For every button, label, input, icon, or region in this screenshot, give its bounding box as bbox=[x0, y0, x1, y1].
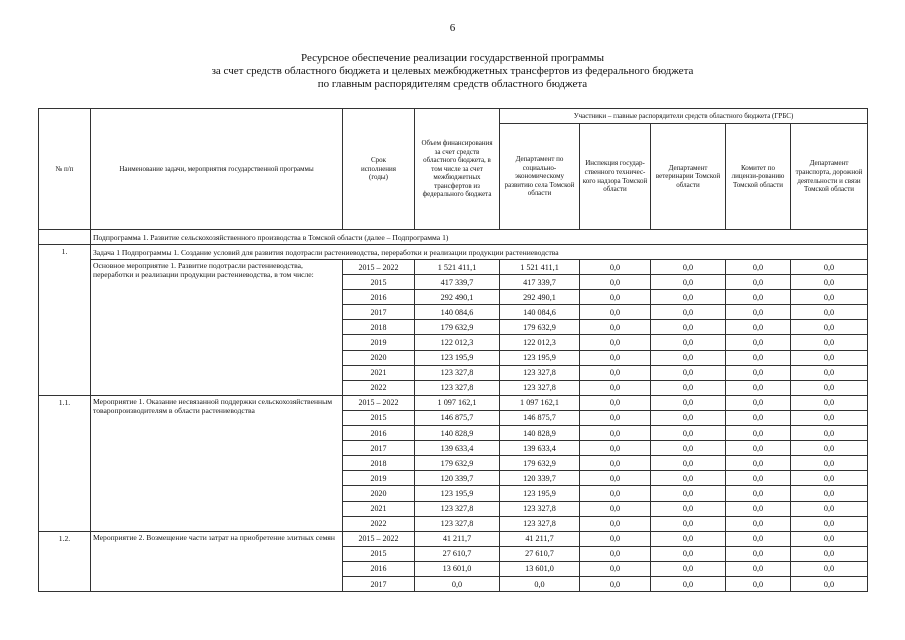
grbs-veterinary-cell: 0,0 bbox=[651, 260, 726, 275]
year-cell: 2016 bbox=[343, 290, 415, 305]
header-volume: Объем финансирования за счет средств областного бюджета, в том числе за счет межбюджетных трансфертов из федерального бюджета bbox=[415, 109, 500, 230]
grbs-agriculture-cell: 0,0 bbox=[500, 576, 580, 591]
grbs-veterinary-cell: 0,0 bbox=[651, 350, 726, 365]
subprogram-num bbox=[39, 230, 91, 245]
header-grbs-veterinary: Департамент ветеринарии Томской области bbox=[651, 124, 726, 230]
grbs-inspection-cell: 0,0 bbox=[580, 426, 651, 441]
task-row bbox=[39, 245, 868, 260]
year-cell: 2015 bbox=[343, 546, 415, 561]
grbs-inspection-cell: 0,0 bbox=[580, 380, 651, 395]
task-num: 1. bbox=[39, 245, 91, 396]
title-line-1: Ресурсное обеспечение реализации государственной программы bbox=[301, 52, 604, 64]
grbs-licensing-cell: 0,0 bbox=[726, 335, 791, 350]
grbs-inspection-cell: 0,0 bbox=[580, 395, 651, 410]
grbs-agriculture-cell: 123 327,8 bbox=[500, 516, 580, 531]
activity-name: Основное мероприятие 1. Развитие подотрасли растениеводства, переработки и реализации продукции растениеводства, в том числе: bbox=[91, 260, 343, 396]
grbs-transport-cell: 0,0 bbox=[791, 486, 868, 501]
grbs-licensing-cell: 0,0 bbox=[726, 320, 791, 335]
grbs-transport-cell: 0,0 bbox=[791, 260, 868, 275]
year-cell: 2021 bbox=[343, 365, 415, 380]
grbs-transport-cell: 0,0 bbox=[791, 546, 868, 561]
grbs-transport-cell: 0,0 bbox=[791, 275, 868, 290]
grbs-veterinary-cell: 0,0 bbox=[651, 486, 726, 501]
volume-cell: 120 339,7 bbox=[415, 471, 500, 486]
grbs-inspection-cell: 0,0 bbox=[580, 471, 651, 486]
grbs-licensing-cell: 0,0 bbox=[726, 546, 791, 561]
volume-cell: 123 327,8 bbox=[415, 516, 500, 531]
grbs-inspection-cell: 0,0 bbox=[580, 260, 651, 275]
grbs-agriculture-cell: 139 633,4 bbox=[500, 441, 580, 456]
year-cell: 2016 bbox=[343, 426, 415, 441]
grbs-transport-cell: 0,0 bbox=[791, 395, 868, 410]
grbs-agriculture-cell: 123 195,9 bbox=[500, 350, 580, 365]
header-name: Наименование задачи, мероприятия государственной программы bbox=[91, 109, 343, 230]
title-line-2: за счет средств областного бюджета и целевых межбюджетных трансфертов из федерального бюджета bbox=[211, 65, 694, 77]
grbs-agriculture-cell: 417 339,7 bbox=[500, 275, 580, 290]
grbs-agriculture-cell: 1 097 162,1 bbox=[500, 395, 580, 410]
page-number: 6 bbox=[449, 22, 456, 34]
grbs-inspection-cell: 0,0 bbox=[580, 365, 651, 380]
grbs-veterinary-cell: 0,0 bbox=[651, 456, 726, 471]
grbs-agriculture-cell: 27 610,7 bbox=[500, 546, 580, 561]
grbs-veterinary-cell: 0,0 bbox=[651, 546, 726, 561]
year-cell: 2021 bbox=[343, 501, 415, 516]
grbs-agriculture-cell: 13 601,0 bbox=[500, 561, 580, 576]
grbs-veterinary-cell: 0,0 bbox=[651, 305, 726, 320]
grbs-inspection-cell: 0,0 bbox=[580, 275, 651, 290]
grbs-transport-cell: 0,0 bbox=[791, 335, 868, 350]
grbs-inspection-cell: 0,0 bbox=[580, 456, 651, 471]
grbs-agriculture-cell: 140 084,6 bbox=[500, 305, 580, 320]
grbs-agriculture-cell: 179 632,9 bbox=[500, 320, 580, 335]
table-row bbox=[39, 395, 868, 410]
header-num: № п/п bbox=[39, 109, 91, 230]
year-cell: 2015 – 2022 bbox=[343, 260, 415, 275]
volume-cell: 123 327,8 bbox=[415, 380, 500, 395]
grbs-agriculture-cell: 146 875,7 bbox=[500, 410, 580, 425]
grbs-inspection-cell: 0,0 bbox=[580, 305, 651, 320]
grbs-veterinary-cell: 0,0 bbox=[651, 501, 726, 516]
volume-cell: 123 195,9 bbox=[415, 486, 500, 501]
grbs-veterinary-cell: 0,0 bbox=[651, 561, 726, 576]
grbs-licensing-cell: 0,0 bbox=[726, 395, 791, 410]
grbs-licensing-cell: 0,0 bbox=[726, 561, 791, 576]
grbs-licensing-cell: 0,0 bbox=[726, 290, 791, 305]
grbs-licensing-cell: 0,0 bbox=[726, 275, 791, 290]
year-cell: 2018 bbox=[343, 456, 415, 471]
grbs-agriculture-cell: 292 490,1 bbox=[500, 290, 580, 305]
grbs-veterinary-cell: 0,0 bbox=[651, 335, 726, 350]
grbs-licensing-cell: 0,0 bbox=[726, 305, 791, 320]
year-cell: 2015 – 2022 bbox=[343, 531, 415, 546]
year-cell: 2015 bbox=[343, 275, 415, 290]
grbs-inspection-cell: 0,0 bbox=[580, 486, 651, 501]
grbs-inspection-cell: 0,0 bbox=[580, 410, 651, 425]
grbs-licensing-cell: 0,0 bbox=[726, 531, 791, 546]
volume-cell: 146 875,7 bbox=[415, 410, 500, 425]
grbs-transport-cell: 0,0 bbox=[791, 350, 868, 365]
year-cell: 2022 bbox=[343, 516, 415, 531]
grbs-transport-cell: 0,0 bbox=[791, 380, 868, 395]
document-title bbox=[0, 52, 905, 91]
volume-cell: 123 327,8 bbox=[415, 501, 500, 516]
budget-table bbox=[38, 108, 868, 592]
grbs-veterinary-cell: 0,0 bbox=[651, 426, 726, 441]
grbs-inspection-cell: 0,0 bbox=[580, 290, 651, 305]
grbs-licensing-cell: 0,0 bbox=[726, 380, 791, 395]
grbs-agriculture-cell: 179 632,9 bbox=[500, 456, 580, 471]
grbs-transport-cell: 0,0 bbox=[791, 576, 868, 591]
grbs-licensing-cell: 0,0 bbox=[726, 350, 791, 365]
grbs-licensing-cell: 0,0 bbox=[726, 260, 791, 275]
grbs-licensing-cell: 0,0 bbox=[726, 410, 791, 425]
grbs-licensing-cell: 0,0 bbox=[726, 441, 791, 456]
grbs-veterinary-cell: 0,0 bbox=[651, 410, 726, 425]
grbs-licensing-cell: 0,0 bbox=[726, 501, 791, 516]
volume-cell: 13 601,0 bbox=[415, 561, 500, 576]
grbs-agriculture-cell: 123 327,8 bbox=[500, 380, 580, 395]
volume-cell: 139 633,4 bbox=[415, 441, 500, 456]
grbs-veterinary-cell: 0,0 bbox=[651, 531, 726, 546]
grbs-transport-cell: 0,0 bbox=[791, 456, 868, 471]
row-number: 1.1. bbox=[39, 395, 91, 531]
volume-cell: 0,0 bbox=[415, 576, 500, 591]
grbs-veterinary-cell: 0,0 bbox=[651, 471, 726, 486]
grbs-veterinary-cell: 0,0 bbox=[651, 441, 726, 456]
grbs-transport-cell: 0,0 bbox=[791, 531, 868, 546]
grbs-transport-cell: 0,0 bbox=[791, 410, 868, 425]
subprogram-row bbox=[39, 230, 868, 245]
year-cell: 2015 bbox=[343, 410, 415, 425]
header-grbs-licensing: Комитет по лицензи-рованию Томской области bbox=[726, 124, 791, 230]
title-line-3: по главным распорядителям средств областного бюджета bbox=[317, 78, 588, 90]
grbs-transport-cell: 0,0 bbox=[791, 426, 868, 441]
grbs-inspection-cell: 0,0 bbox=[580, 320, 651, 335]
grbs-veterinary-cell: 0,0 bbox=[651, 380, 726, 395]
grbs-veterinary-cell: 0,0 bbox=[651, 576, 726, 591]
table-body bbox=[39, 230, 868, 592]
grbs-veterinary-cell: 0,0 bbox=[651, 320, 726, 335]
subprogram-title: Подпрограмма 1. Развитие сельскохозяйственного производства в Томской области (далее – Подпрограмма 1) bbox=[91, 230, 868, 245]
grbs-agriculture-cell: 123 327,8 bbox=[500, 501, 580, 516]
volume-cell: 140 828,9 bbox=[415, 426, 500, 441]
grbs-inspection-cell: 0,0 bbox=[580, 335, 651, 350]
header-grbs-inspection: Инспекция государ-ственного техничес-кого надзора Томской области bbox=[580, 124, 651, 230]
grbs-inspection-cell: 0,0 bbox=[580, 516, 651, 531]
year-cell: 2017 bbox=[343, 576, 415, 591]
grbs-transport-cell: 0,0 bbox=[791, 290, 868, 305]
activity-name: Мероприятие 1. Оказание несвязанной поддержки сельскохозяйственным товаропроизводителям в области растениеводства bbox=[91, 395, 343, 531]
grbs-agriculture-cell: 123 195,9 bbox=[500, 486, 580, 501]
header-participants: Участники – главные распорядители средств областного бюджета (ГРБС) bbox=[500, 109, 868, 124]
grbs-agriculture-cell: 41 211,7 bbox=[500, 531, 580, 546]
row-number: 1.2. bbox=[39, 531, 91, 591]
grbs-licensing-cell: 0,0 bbox=[726, 516, 791, 531]
grbs-transport-cell: 0,0 bbox=[791, 320, 868, 335]
year-cell: 2020 bbox=[343, 350, 415, 365]
grbs-inspection-cell: 0,0 bbox=[580, 561, 651, 576]
volume-cell: 1 097 162,1 bbox=[415, 395, 500, 410]
header-grbs-transport: Департамент транспорта, дорожной деятельности и связи Томской области bbox=[791, 124, 868, 230]
volume-cell: 123 195,9 bbox=[415, 350, 500, 365]
grbs-agriculture-cell: 122 012,3 bbox=[500, 335, 580, 350]
table-row bbox=[39, 531, 868, 546]
grbs-licensing-cell: 0,0 bbox=[726, 486, 791, 501]
header-grbs-agriculture: Департамент по социально-экономическому развитию села Томской области bbox=[500, 124, 580, 230]
grbs-inspection-cell: 0,0 bbox=[580, 350, 651, 365]
grbs-licensing-cell: 0,0 bbox=[726, 471, 791, 486]
volume-cell: 179 632,9 bbox=[415, 456, 500, 471]
grbs-transport-cell: 0,0 bbox=[791, 501, 868, 516]
year-cell: 2022 bbox=[343, 380, 415, 395]
volume-cell: 292 490,1 bbox=[415, 290, 500, 305]
header-row-1 bbox=[39, 109, 868, 124]
volume-cell: 140 084,6 bbox=[415, 305, 500, 320]
grbs-veterinary-cell: 0,0 bbox=[651, 365, 726, 380]
year-cell: 2016 bbox=[343, 561, 415, 576]
grbs-veterinary-cell: 0,0 bbox=[651, 290, 726, 305]
volume-cell: 179 632,9 bbox=[415, 320, 500, 335]
grbs-agriculture-cell: 120 339,7 bbox=[500, 471, 580, 486]
volume-cell: 122 012,3 bbox=[415, 335, 500, 350]
grbs-agriculture-cell: 140 828,9 bbox=[500, 426, 580, 441]
year-cell: 2017 bbox=[343, 305, 415, 320]
grbs-transport-cell: 0,0 bbox=[791, 471, 868, 486]
volume-cell: 41 211,7 bbox=[415, 531, 500, 546]
header-term: Срок исполнения (годы) bbox=[343, 109, 415, 230]
year-cell: 2018 bbox=[343, 320, 415, 335]
grbs-transport-cell: 0,0 bbox=[791, 305, 868, 320]
grbs-veterinary-cell: 0,0 bbox=[651, 275, 726, 290]
grbs-agriculture-cell: 1 521 411,1 bbox=[500, 260, 580, 275]
year-cell: 2019 bbox=[343, 471, 415, 486]
year-cell: 2017 bbox=[343, 441, 415, 456]
grbs-transport-cell: 0,0 bbox=[791, 516, 868, 531]
year-cell: 2019 bbox=[343, 335, 415, 350]
task-title: Задача 1 Подпрограммы 1. Создание условий для развития подотрасли растениеводства, переработки и реализации продукции растениеводства bbox=[91, 245, 868, 260]
grbs-licensing-cell: 0,0 bbox=[726, 365, 791, 380]
grbs-inspection-cell: 0,0 bbox=[580, 576, 651, 591]
grbs-agriculture-cell: 123 327,8 bbox=[500, 365, 580, 380]
grbs-licensing-cell: 0,0 bbox=[726, 576, 791, 591]
grbs-inspection-cell: 0,0 bbox=[580, 441, 651, 456]
grbs-inspection-cell: 0,0 bbox=[580, 531, 651, 546]
volume-cell: 1 521 411,1 bbox=[415, 260, 500, 275]
grbs-inspection-cell: 0,0 bbox=[580, 546, 651, 561]
grbs-transport-cell: 0,0 bbox=[791, 365, 868, 380]
year-cell: 2020 bbox=[343, 486, 415, 501]
activity-name: Мероприятие 2. Возмещение части затрат на приобретение элитных семян bbox=[91, 531, 343, 591]
grbs-veterinary-cell: 0,0 bbox=[651, 395, 726, 410]
volume-cell: 417 339,7 bbox=[415, 275, 500, 290]
grbs-inspection-cell: 0,0 bbox=[580, 501, 651, 516]
volume-cell: 27 610,7 bbox=[415, 546, 500, 561]
grbs-transport-cell: 0,0 bbox=[791, 441, 868, 456]
grbs-transport-cell: 0,0 bbox=[791, 561, 868, 576]
year-cell: 2015 – 2022 bbox=[343, 395, 415, 410]
grbs-licensing-cell: 0,0 bbox=[726, 456, 791, 471]
grbs-licensing-cell: 0,0 bbox=[726, 426, 791, 441]
table-row bbox=[39, 260, 868, 275]
volume-cell: 123 327,8 bbox=[415, 365, 500, 380]
grbs-veterinary-cell: 0,0 bbox=[651, 516, 726, 531]
